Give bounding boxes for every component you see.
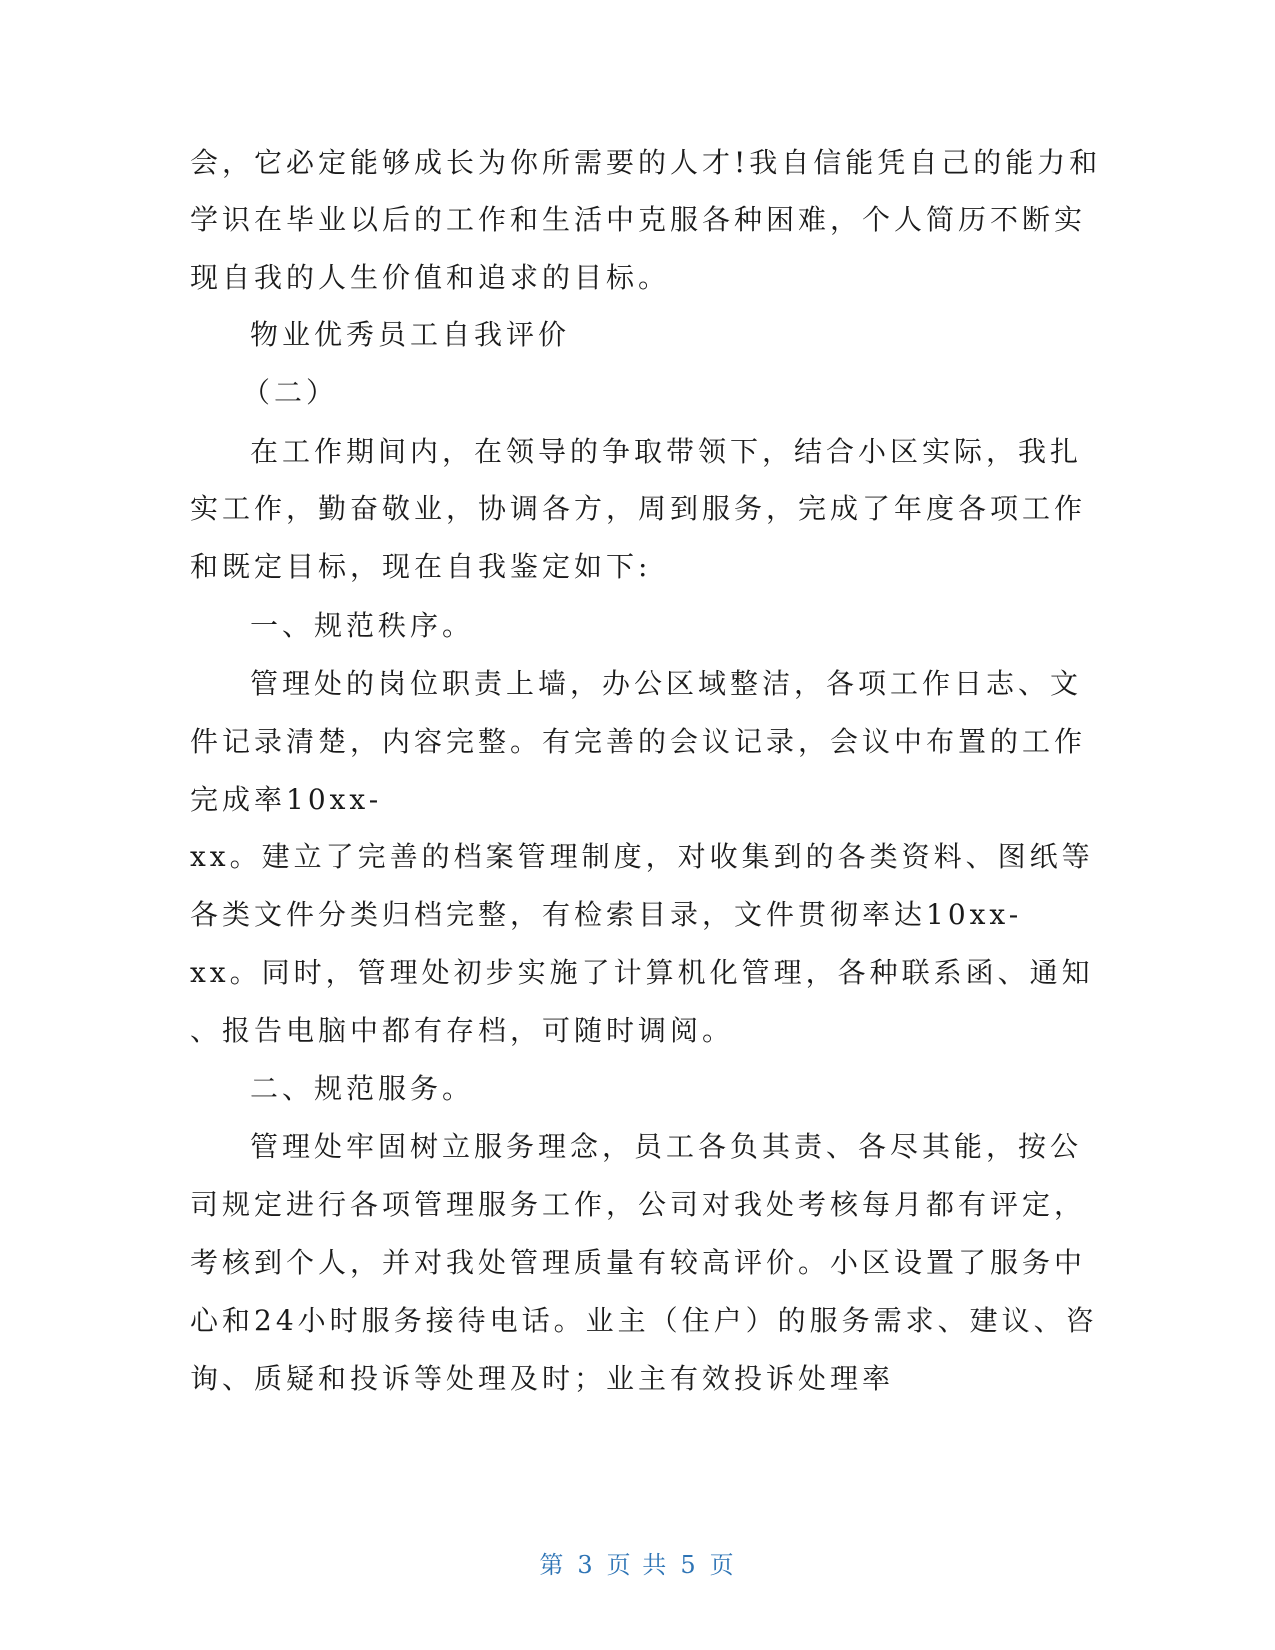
text-line: 实工作，勤奋敬业，协调各方，周到服务，完成了年度各项工作 (190, 492, 1087, 525)
footer-suffix: 页 (709, 1551, 736, 1579)
text-line: 各类文件分类归档完整，有检索目录，文件贯彻率达10xx- (190, 898, 1023, 931)
article-title: 物业优秀员工自我评价 (250, 318, 571, 351)
text-line: 学识在毕业以后的工作和生活中克服各种困难，个人简历不断实 (190, 203, 1087, 236)
section-number: （二） (242, 376, 339, 409)
text-line: 询、质疑和投诉等处理及时；业主有效投诉处理率 (190, 1362, 895, 1395)
section-heading: 二、规范服务。 (250, 1072, 475, 1105)
text-line: 、报告电脑中都有存档，可随时调阅。 (190, 1014, 735, 1047)
current-page-number: 3 (577, 1551, 595, 1579)
text-line: 考核到个人，并对我处管理质量有较高评价。小区设置了服务中 (190, 1246, 1087, 1279)
text-line: 在工作期间内，在领导的争取带领下，结合小区实际，我扎 (250, 435, 1083, 468)
total-page-number: 5 (680, 1551, 698, 1579)
text-line: 会，它必定能够成长为你所需要的人才!我自信能凭自己的能力和 (190, 146, 1102, 179)
text-line: xx。建立了完善的档案管理制度，对收集到的各类资料、图纸等 (190, 840, 1094, 873)
text-line: 心和24小时服务接待电话。业主（住户）的服务需求、建议、咨 (190, 1304, 1098, 1337)
text-line: 管理处的岗位职责上墙，办公区域整洁，各项工作日志、文 (250, 667, 1083, 700)
section-heading: 一、规范秩序。 (250, 609, 475, 642)
text-line: 件记录清楚，内容完整。有完善的会议记录，会议中布置的工作 (190, 725, 1087, 758)
footer-prefix: 第 (539, 1551, 566, 1579)
text-line: xx。同时，管理处初步实施了计算机化管理，各种联系函、通知 (190, 956, 1094, 989)
page-footer (0, 1550, 1275, 1580)
text-line: 司规定进行各项管理服务工作，公司对我处考核每月都有评定， (190, 1188, 1087, 1221)
text-line: 管理处牢固树立服务理念，员工各负其责、各尽其能，按公 (250, 1130, 1083, 1163)
text-line: 现自我的人生价值和追求的目标。 (190, 261, 671, 294)
footer-mid: 页 共 (606, 1551, 669, 1579)
text-line: 完成率10xx- (190, 783, 383, 816)
text-line: 和既定目标，现在自我鉴定如下: (190, 550, 652, 583)
